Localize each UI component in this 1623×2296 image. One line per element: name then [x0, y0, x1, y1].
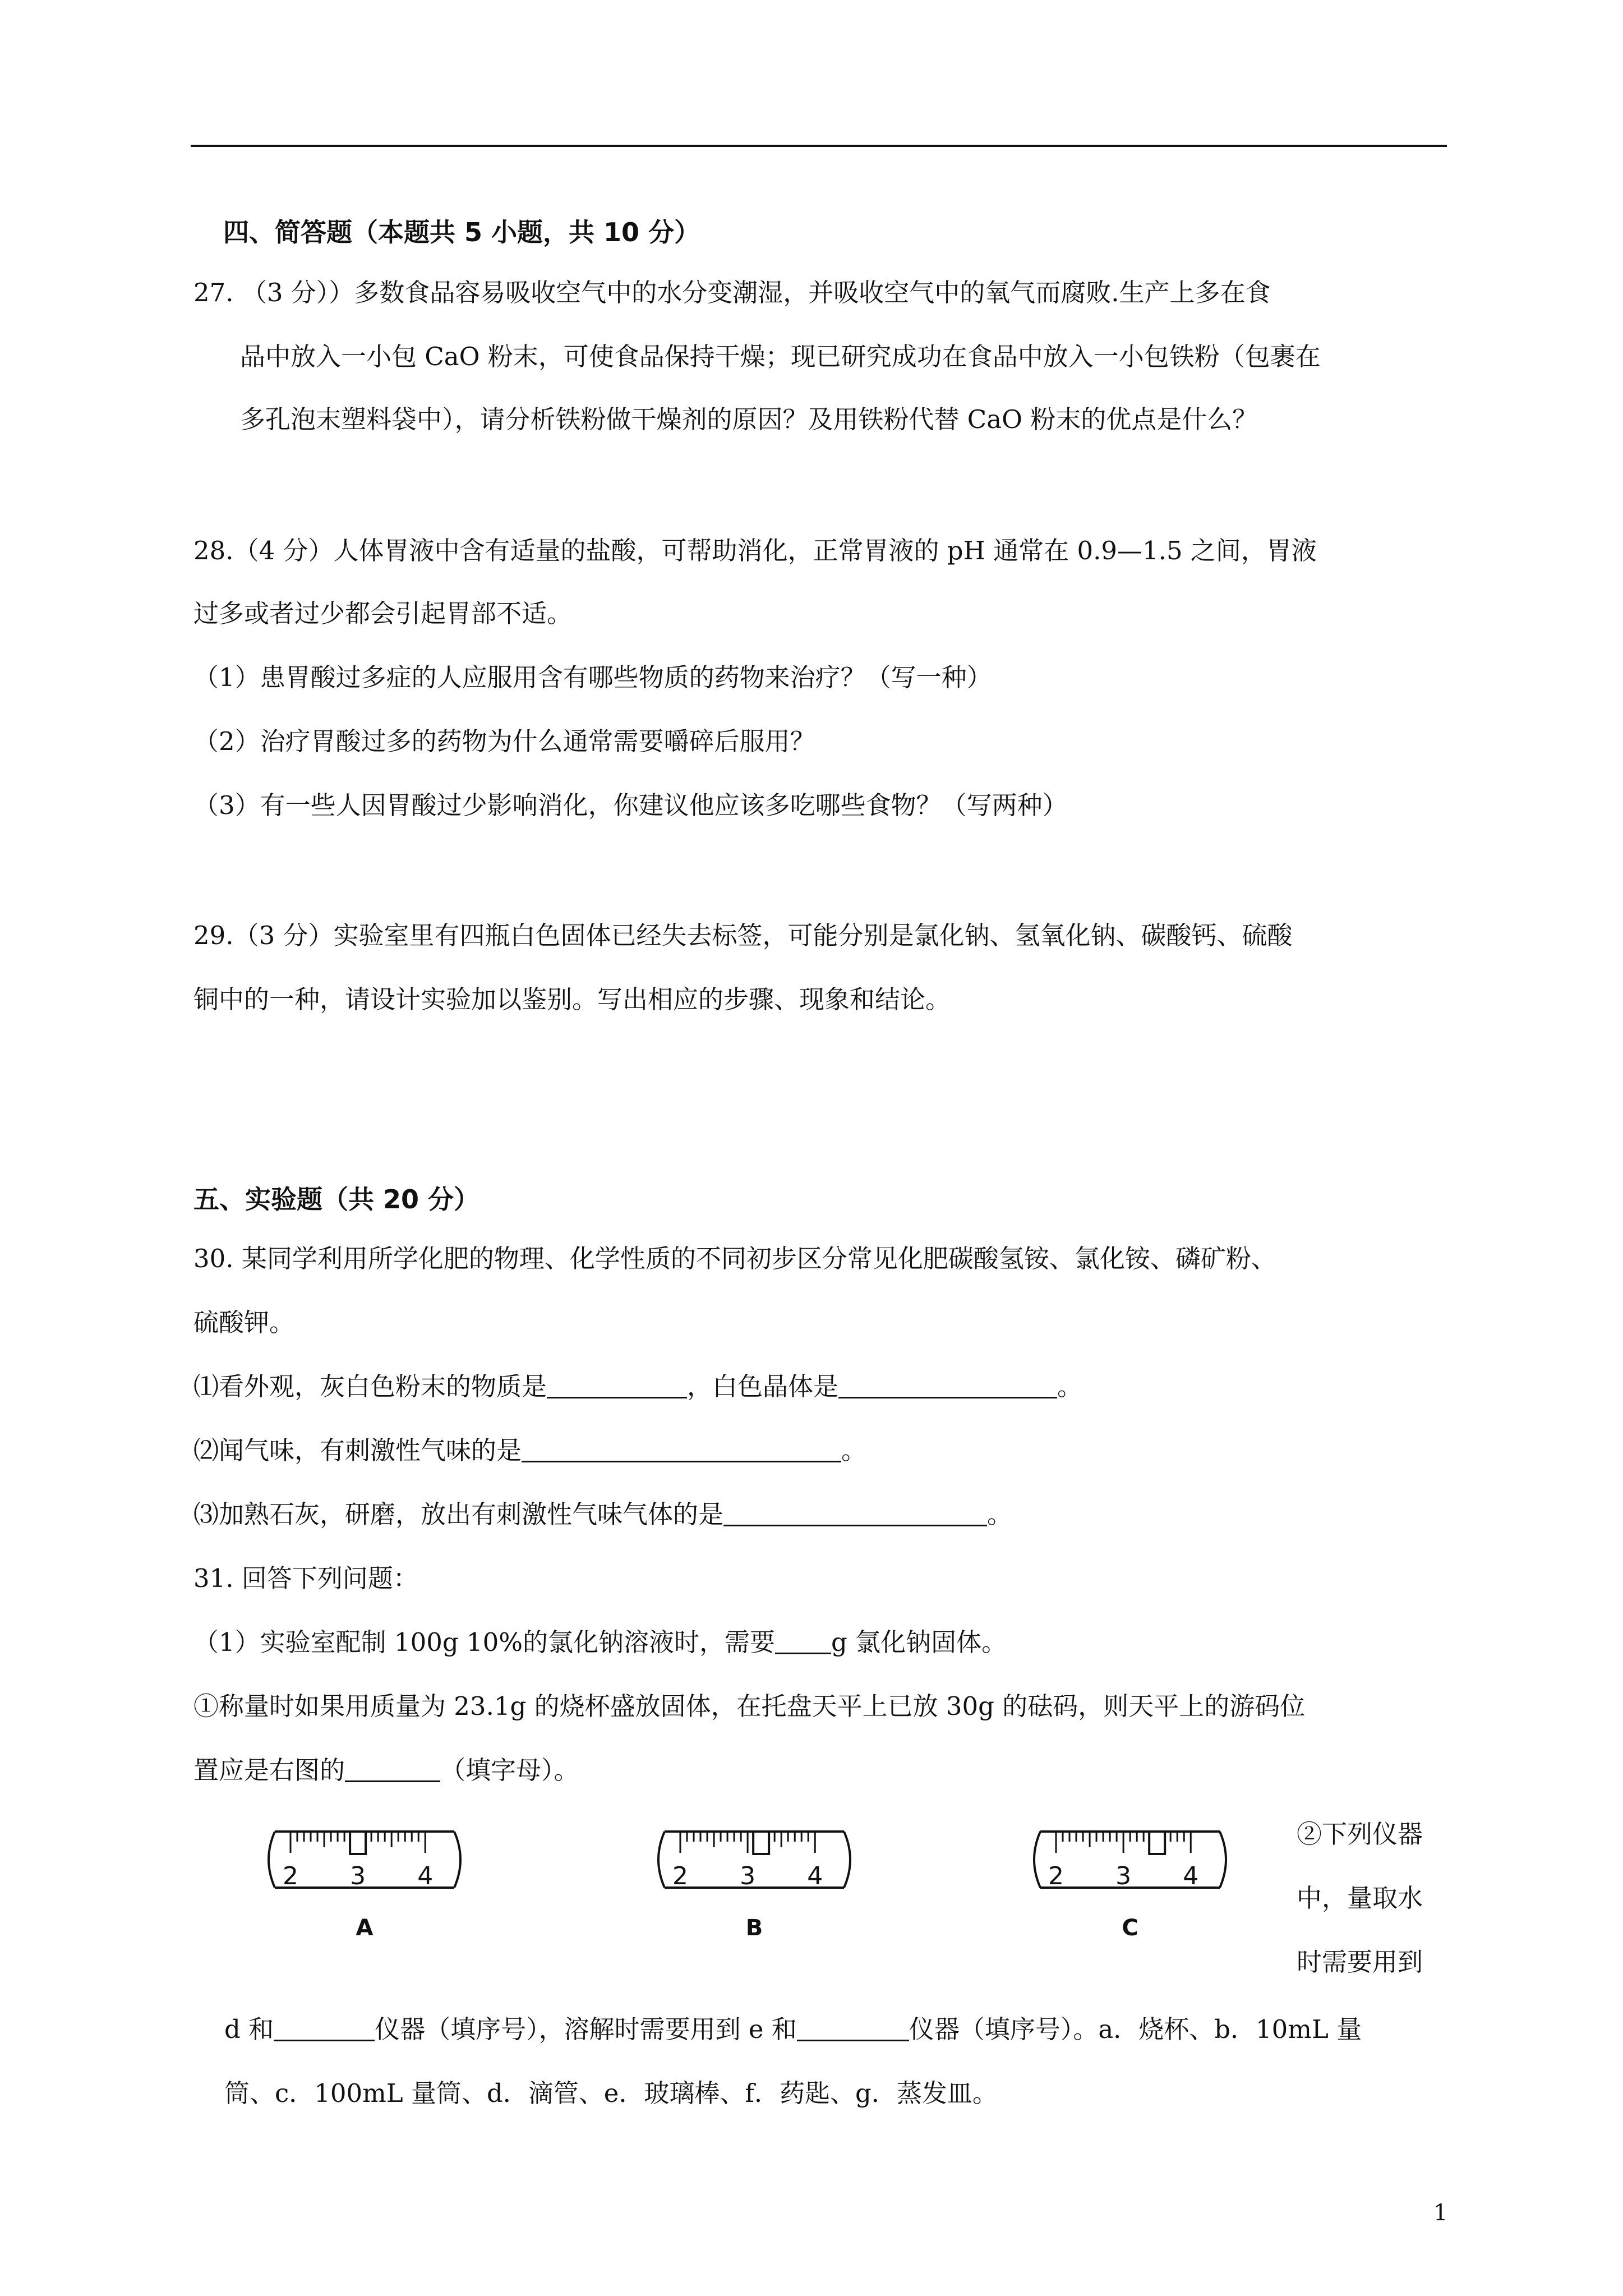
ruler-left-bracket — [269, 1832, 275, 1888]
answer-blank-dissolving-instrument[interactable] — [797, 2017, 909, 2041]
answer-blank-nacl-mass[interactable] — [775, 1630, 831, 1654]
q30-sub3 — [193, 1499, 1012, 1530]
ruler-tick-label: 3 — [350, 1862, 366, 1890]
q30-line2: 硫酸钾。 — [193, 1308, 295, 1337]
q29-line1: 29.（3 分）实验室里有四瓶白色固体已经失去标签，可能分别是氯化钠、氢氧化钠、碳酸钙、硫酸 — [193, 921, 1293, 950]
q30-sub1-text-c: 。 — [1057, 1372, 1083, 1401]
q31-sub1-text-a: （1）实验室配制 100g 10%的氯化钠溶液时，需要 — [193, 1627, 775, 1657]
q28-line1: 28.（4 分）人体胃液中含有适量的盐酸，可帮助消化，正常胃液的 pH 通常在 0.9—1.5 之间，胃液 — [193, 536, 1317, 565]
q28-line2: 过多或者过少都会引起胃部不适。 — [193, 599, 573, 628]
answer-blank-measuring-instrument[interactable] — [274, 2017, 375, 2041]
ruler-a — [252, 1820, 488, 1949]
q27-line3: 多孔泡末塑料袋中），请分析铁粉做干燥剂的原因？及用铁粉代替 CaO 粉末的优点是什么？ — [240, 404, 1258, 434]
ruler-right-bracket — [844, 1832, 850, 1888]
q29-line2: 铜中的一种，请设计实验加以鉴别。写出相应的步骤、现象和结论。 — [193, 984, 951, 1014]
q30-sub1-text-a: ⑴看外观，灰白色粉末的物质是 — [193, 1372, 547, 1401]
answer-blank-rider-choice[interactable] — [345, 1758, 440, 1782]
q31-c1-line2 — [193, 1755, 579, 1786]
q30-line1: 30. 某同学利用所学化肥的物理、化学性质的不同初步区分常见化肥碳酸氢铵、氯化铵、磷矿粉、 — [193, 1244, 1276, 1273]
q28-sub2: （2）治疗胃酸过多的药物为什么通常需要嚼碎后服用？ — [193, 726, 815, 756]
ruler-tick-label: 4 — [807, 1862, 823, 1890]
answer-blank-white-crystal[interactable] — [838, 1374, 1057, 1398]
ruler-tick-label: 3 — [740, 1862, 756, 1890]
q31-c2-line1-text-c: 仪器（填序号）。a．烧杯、b．10mL 量 — [909, 2014, 1362, 2044]
ruler-label: B — [745, 1915, 763, 1941]
ruler-label: C — [1122, 1915, 1138, 1941]
ruler-b-figure — [642, 1820, 878, 1949]
q30-sub1-text-b: ，白色晶体是 — [687, 1372, 839, 1401]
q31-c2-line1-text-b: 仪器（填序号），溶解时需要用到 e 和 — [375, 2014, 797, 2044]
q27-line2: 品中放入一小包 CaO 粉末，可使食品保持干燥；现已研究成功在食品中放入一小包铁粉（包裹在 — [240, 342, 1321, 371]
q31-sub1-text-b: g 氯化钠固体。 — [831, 1627, 1007, 1657]
header-rule — [191, 145, 1447, 147]
q30-sub3-text-b: 。 — [987, 1499, 1013, 1529]
ruler-left-bracket — [1034, 1832, 1040, 1888]
q31-c1-line2-text-a: 置应是右图的 — [193, 1755, 345, 1785]
q30-sub2-text-b: 。 — [841, 1435, 867, 1465]
ruler-tick-label: 2 — [1048, 1862, 1064, 1890]
q30-sub2 — [193, 1435, 866, 1466]
page-number: 1 — [1433, 2200, 1448, 2226]
ruler-a-figure — [252, 1820, 488, 1949]
answer-blank-lime-grinding[interactable] — [723, 1502, 987, 1526]
ruler-right-bracket — [454, 1832, 460, 1888]
ruler-b — [642, 1820, 878, 1949]
ruler-rider — [1149, 1832, 1165, 1854]
q31-c1-line1: ①称量时如果用质量为 23.1g 的烧杯盛放固体，在托盘天平上已放 30g 的砝码，则天平上的游码位 — [193, 1691, 1306, 1721]
q30-sub3-text-a: ⑶加熟石灰，研磨，放出有刺激性气味气体的是 — [193, 1499, 724, 1529]
ruler-tick-label: 4 — [417, 1862, 434, 1890]
ruler-c — [1018, 1820, 1253, 1949]
q27-line1: 27. （3 分））多数食品容易吸收空气中的水分变潮湿，并吸收空气中的氧气而腐败.生产上多在食 — [193, 278, 1271, 307]
answer-blank-grey-powder[interactable] — [547, 1374, 687, 1398]
ruler-tick-label: 2 — [283, 1862, 298, 1890]
q31-sub1 — [193, 1627, 1007, 1658]
ruler-tick-label: 4 — [1183, 1862, 1199, 1890]
q31-c2-line1-text-a: d 和 — [224, 2014, 274, 2044]
section4-heading: 四、简答题（本题共 5 小题，共 10 分） — [223, 217, 700, 247]
ruler-left-bracket — [658, 1832, 665, 1888]
q31-c2-line2: 筒、c．100mL 量筒、d．滴管、e．玻璃棒、f．药匙、g．蒸发皿。 — [224, 2078, 998, 2108]
q28-sub3: （3）有一些人因胃酸过少影响消化，你建议他应该多吃哪些食物？（写两种） — [193, 790, 1068, 820]
ruler-rider — [753, 1832, 769, 1854]
ruler-tick-label: 3 — [1115, 1862, 1132, 1890]
ruler-rider — [350, 1832, 366, 1854]
q31-line1: 31. 回答下列问题： — [193, 1563, 418, 1593]
ruler-tick-label: 2 — [672, 1862, 688, 1890]
q28-sub1: （1）患胃酸过多症的人应服用含有哪些物质的药物来治疗？（写一种） — [193, 662, 992, 692]
section5-heading: 五、实验题（共 20 分） — [193, 1184, 480, 1214]
ruler-right-bracket — [1220, 1832, 1226, 1888]
q30-sub1 — [193, 1371, 1082, 1402]
q31-c2-right1: ②下列仪器 — [1297, 1819, 1423, 1849]
q31-c1-line2-text-b: （填字母）。 — [440, 1755, 579, 1785]
q30-sub2-text-a: ⑵闻气味，有刺激性气味的是 — [193, 1435, 522, 1465]
ruler-c-figure — [1018, 1820, 1253, 1949]
answer-blank-pungent-smell[interactable] — [522, 1438, 841, 1462]
q31-c2-right2: 中，量取水 — [1297, 1883, 1423, 1913]
q31-c2-line1 — [224, 2014, 1362, 2045]
ruler-label: A — [356, 1915, 374, 1941]
q31-c2-right3: 时需要用到 — [1297, 1947, 1423, 1977]
